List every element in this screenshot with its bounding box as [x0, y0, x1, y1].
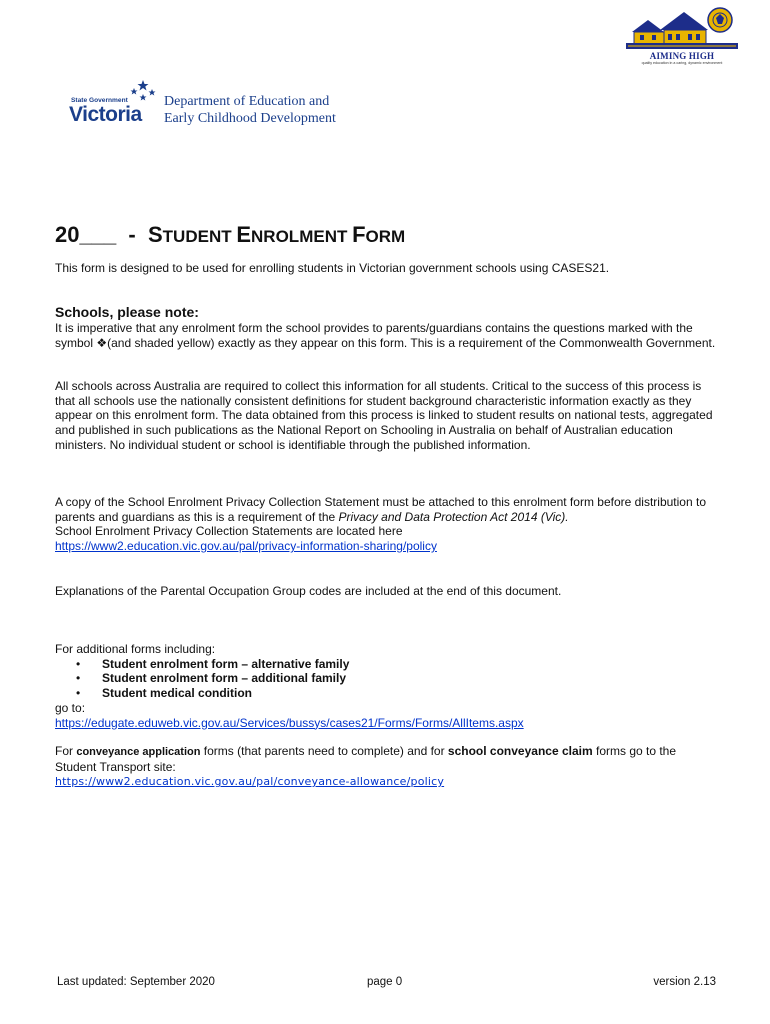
victoria-wordmark: Victoria	[69, 103, 142, 126]
list-item: • Student enrolment form – alternative family	[55, 657, 720, 672]
additional-forms-list	[55, 657, 720, 701]
imperative-text-b: (and shaded yellow) exactly as they appear on this form. This is a requirement of the Commonwealth Government.	[107, 335, 716, 350]
diamond-symbol-icon: ❖	[96, 335, 108, 350]
privacy-text-b: School Enrolment Privacy Collection Statements are located here	[55, 524, 403, 539]
go-to-label: go to:	[55, 700, 86, 715]
title-f-rest: ORM	[365, 227, 406, 246]
schools-note-heading: Schools, please note:	[55, 304, 199, 320]
imperative-paragraph	[55, 321, 720, 350]
title-f: F	[352, 222, 366, 247]
department-logo	[68, 78, 348, 130]
conveyance-text-a: For	[55, 744, 77, 758]
collection-paragraph: All schools across Australia are required to collect this information for all students. Critical to the success of this process is that all schools use the nationally consistent definitions for student background characteristic information exactly as they appear on this enrolment form. The data obtained from this process is linked to student results on national tests, aggregated and published in such publications as the National Report on Schooling in Australia on behalf of Australian education ministers. No individual student or school is identifiable through the published information.	[55, 379, 713, 452]
title-e-rest: NROLMENT	[251, 227, 353, 246]
privacy-text-a: A copy of the School Enrolment Privacy Collection Statement must be attached to this enrolment form before distribution to parents and guardians as this is a requirement of the	[55, 495, 706, 524]
list-item: • Student enrolment form – additional family	[55, 671, 720, 686]
department-name-line1: Department of Education and	[164, 94, 330, 109]
title-dash: -	[128, 222, 136, 247]
conveyance-text-c: forms go to the Student Transport site:	[55, 744, 677, 774]
list-item: • Student medical condition	[55, 686, 720, 701]
title-s-rest: TUDENT	[162, 227, 237, 246]
victoria-logo	[68, 78, 158, 128]
conveyance-policy-link[interactable]: https://www2.education.vic.gov.au/pal/conveyance-allowance/policy	[55, 775, 445, 789]
privacy-act-name: Privacy and Data Protection Act 2014 (Vic).	[338, 509, 569, 524]
footer-version: version 2.13	[653, 976, 716, 988]
department-name	[164, 93, 336, 127]
conveyance-claim-bold: school conveyance claim	[447, 744, 593, 758]
privacy-paragraph	[55, 495, 720, 554]
imperative-text-a: It is imperative that any enrolment form the school provides to parents/guardians contains the questions marked with the symbol	[55, 321, 693, 350]
department-name-line2: Early Childhood Development	[164, 111, 336, 126]
southern-cross-icon	[130, 80, 156, 104]
school-logo	[624, 6, 740, 68]
title-year: 20___	[55, 222, 117, 247]
footer-last-updated: Last updated: September 2020	[57, 976, 215, 988]
additional-forms-intro: For additional forms including:	[55, 642, 216, 656]
footer-page-number: page 0	[367, 976, 403, 988]
occupation-note: Explanations of the Parental Occupation Group codes are included at the end of this document.	[55, 584, 562, 598]
additional-forms-section	[55, 642, 720, 730]
school-crest-logo-icon	[624, 6, 740, 52]
conveyance-application-bold: conveyance application	[76, 746, 201, 758]
state-government-label: State Government	[71, 97, 128, 104]
conveyance-text-b: forms (that parents need to complete) and for	[200, 744, 448, 758]
privacy-policy-link[interactable]: https://www2.education.vic.gov.au/pal/privacy-information-sharing/policy	[55, 539, 437, 554]
title-e: E	[236, 222, 252, 247]
conveyance-paragraph	[55, 744, 720, 790]
school-motto: AIMING HIGH	[649, 51, 715, 61]
school-tagline: quality education in a caring, dynamic environment	[641, 61, 723, 65]
edugate-forms-link[interactable]: https://edugate.eduweb.vic.gov.au/Services/bussys/cases21/Forms/Forms/AllItems.aspx	[55, 715, 524, 730]
intro-text: This form is designed to be used for enrolling students in Victorian government schools using CASES21.	[55, 261, 610, 275]
page-title	[55, 222, 405, 248]
title-s: S	[147, 222, 163, 247]
